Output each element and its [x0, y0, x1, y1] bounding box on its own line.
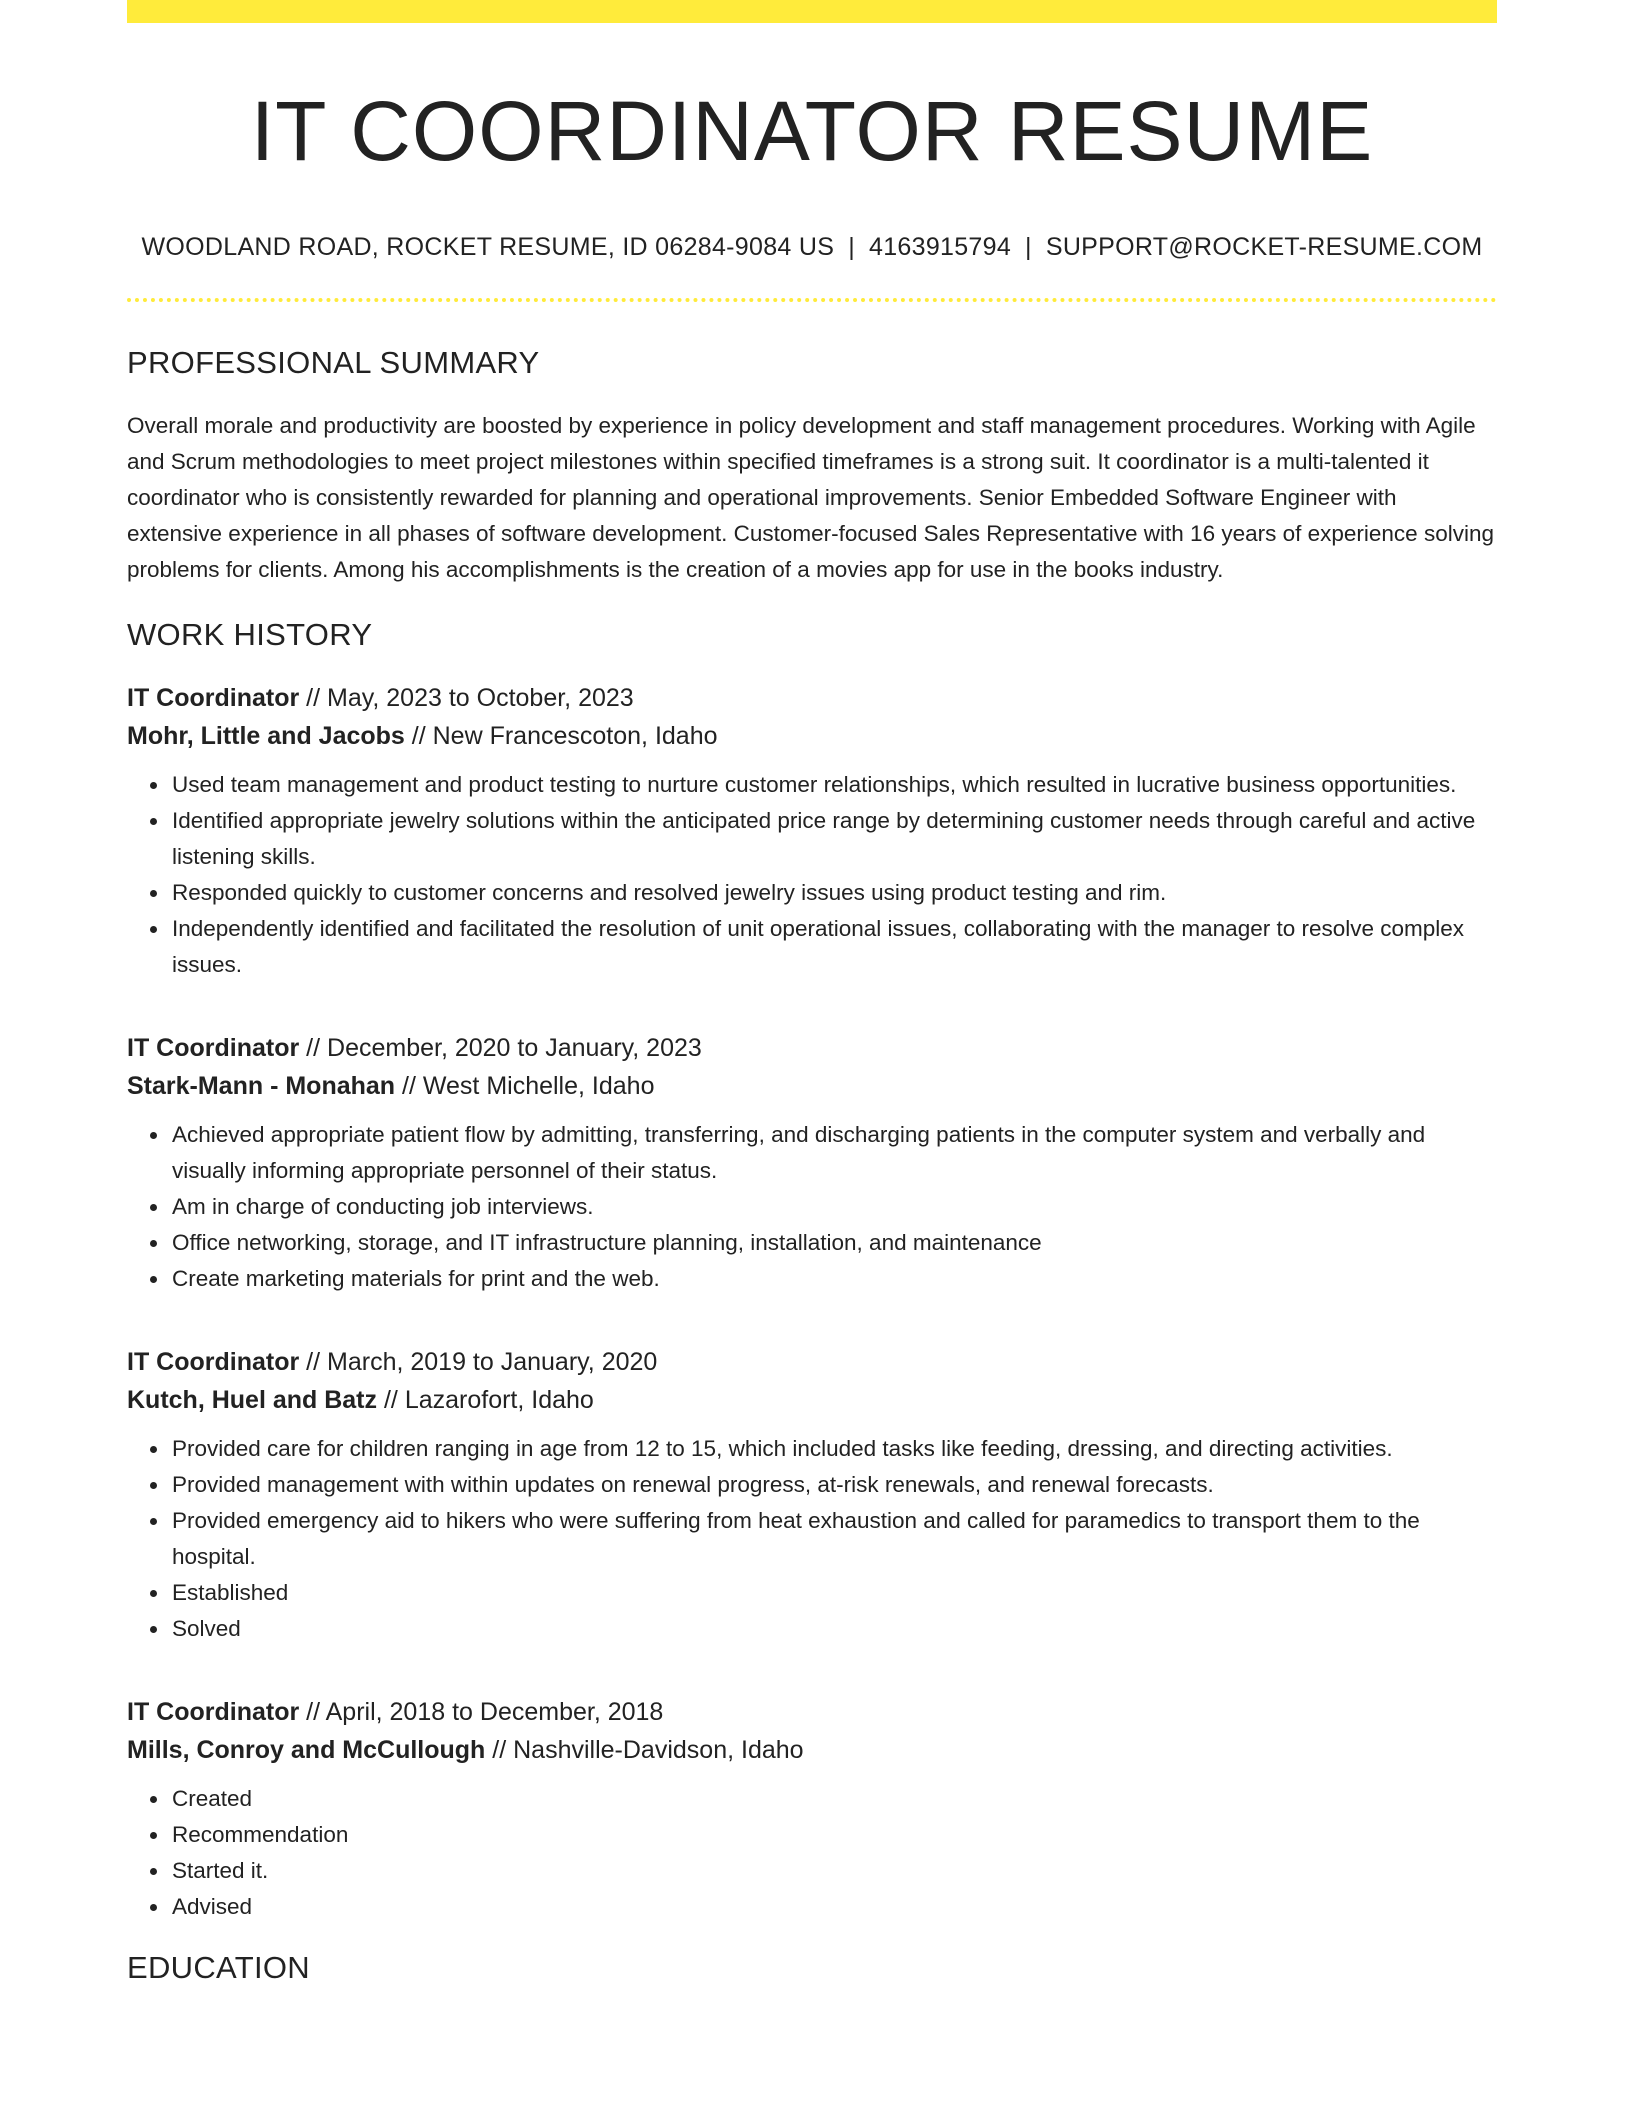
job-separator: //: [404, 721, 433, 750]
job-location: New Francescoton, Idaho: [432, 721, 718, 750]
job-entry: [127, 1343, 1497, 1647]
professional-summary-section: [127, 344, 1497, 587]
section-heading-summary: PROFESSIONAL SUMMARY: [127, 345, 540, 381]
job-company: Kutch, Huel and Batz: [127, 1385, 378, 1414]
job-separator: //: [485, 1735, 514, 1764]
job-bullet: • Started it.: [170, 1853, 1497, 1889]
job-bullet: • Advised: [170, 1889, 1497, 1925]
job-entry: [127, 679, 1497, 983]
job-location: West Michelle, Idaho: [422, 1071, 655, 1100]
job-bullet: • Provided care for children ranging in age from 12 to 15, which included tasks like feeding, dressing, and directing activities.: [170, 1431, 1497, 1467]
job-separator: //: [395, 1071, 423, 1100]
education-section: [127, 1949, 1497, 1986]
section-heading-education: EDUCATION: [127, 1949, 310, 1985]
resume-title: IT COORDINATOR RESUME: [250, 84, 1374, 178]
job-dates: April, 2018 to December, 2018: [325, 1697, 664, 1726]
job-bullet: • Created: [170, 1781, 1497, 1817]
job-bullet: • Office networking, storage, and IT infrastructure planning, installation, and maintenance: [170, 1225, 1497, 1261]
job-bullet-list: [127, 1117, 1497, 1297]
job-entry: [127, 1029, 1497, 1297]
job-bullet-list: [127, 767, 1497, 983]
job-list: [127, 679, 1497, 1925]
job-dates: May, 2023 to October, 2023: [327, 683, 634, 712]
job-title: IT Coordinator: [127, 1347, 300, 1376]
job-company: Mohr, Little and Jacobs: [127, 721, 405, 750]
job-bullet: • Provided emergency aid to hikers who were suffering from heat exhaustion and called for paramedics to transport them to the hospital.: [170, 1503, 1497, 1575]
job-bullet: • Identified appropriate jewelry solutions within the anticipated price range by determining customer needs through careful and active listening skills.: [170, 803, 1497, 875]
job-location: Nashville-Davidson, Idaho: [513, 1735, 804, 1764]
contact-address: WOODLAND ROAD, ROCKET RESUME, ID 06284-9084 US: [141, 233, 835, 262]
job-dates: December, 2020 to January, 2023: [327, 1033, 702, 1062]
contact-separator: |: [848, 233, 855, 262]
job-dates: March, 2019 to January, 2020: [327, 1347, 658, 1376]
job-company-line: [127, 717, 1497, 755]
job-company-line: [127, 1067, 1497, 1105]
job-bullet: • Create marketing materials for print and the web.: [170, 1261, 1497, 1297]
job-bullet-list: [127, 1781, 1497, 1925]
job-separator: //: [299, 1697, 326, 1726]
job-separator: //: [299, 683, 328, 712]
contact-email: SUPPORT@ROCKET-RESUME.COM: [1045, 233, 1483, 262]
accent-bar: [127, 0, 1497, 23]
resume-page: [127, 0, 1497, 1986]
job-company-line: [127, 1381, 1497, 1419]
job-location: Lazarofort, Idaho: [404, 1385, 594, 1414]
job-bullet: • Solved: [170, 1611, 1497, 1647]
job-separator: //: [377, 1385, 405, 1414]
job-bullet: • Recommendation: [170, 1817, 1497, 1853]
job-title-line: [127, 1029, 1497, 1067]
job-title: IT Coordinator: [127, 1697, 300, 1726]
job-bullet: • Provided management with within updates on renewal progress, at-risk renewals, and renewal forecasts.: [170, 1467, 1497, 1503]
summary-text: Overall morale and productivity are boosted by experience in policy development and staff management procedures. Working with Agile and Scrum methodologies to meet project milestones within specified timeframes is a strong suit. It coordinator is a multi-talented it coordinator who is consistently rewarded for planning and operational improvements. Senior Embedded Software Engineer with extensive experience in all phases of software development. Customer-focused Sales Representative with 16 years of experience solving problems for clients. Among his accomplishments is the creation of a movies app for use in the books industry.: [127, 412, 1494, 582]
job-title: IT Coordinator: [127, 1033, 300, 1062]
job-bullet-list: [127, 1431, 1497, 1647]
dotted-divider: [127, 298, 1497, 302]
contact-phone: 4163915794: [869, 233, 1012, 262]
job-entry: [127, 1693, 1497, 1925]
section-heading-work-history: WORK HISTORY: [127, 616, 373, 652]
contact-line: [127, 233, 1497, 262]
job-bullet: • Achieved appropriate patient flow by admitting, transferring, and discharging patients in the computer system and verbally and visually informing appropriate personnel of their status.: [170, 1117, 1497, 1189]
job-company: Stark-Mann - Monahan: [127, 1071, 396, 1100]
job-bullet: • Am in charge of conducting job interviews.: [170, 1189, 1497, 1225]
job-bullet: • Responded quickly to customer concerns and resolved jewelry issues using product testing and rim.: [170, 875, 1497, 911]
job-title: IT Coordinator: [127, 683, 300, 712]
job-company: Mills, Conroy and McCullough: [127, 1735, 486, 1764]
job-bullet: • Used team management and product testing to nurture customer relationships, which resulted in lucrative business opportunities.: [170, 767, 1497, 803]
job-bullet: • Established: [170, 1575, 1497, 1611]
job-separator: //: [299, 1033, 328, 1062]
contact-separator: |: [1025, 233, 1032, 262]
job-title-line: [127, 679, 1497, 717]
job-title-line: [127, 1343, 1497, 1381]
job-bullet: • Independently identified and facilitated the resolution of unit operational issues, collaborating with the manager to resolve complex issues.: [170, 911, 1497, 983]
job-separator: //: [299, 1347, 328, 1376]
job-company-line: [127, 1731, 1497, 1769]
work-history-section: [127, 616, 1497, 1925]
job-title-line: [127, 1693, 1497, 1731]
